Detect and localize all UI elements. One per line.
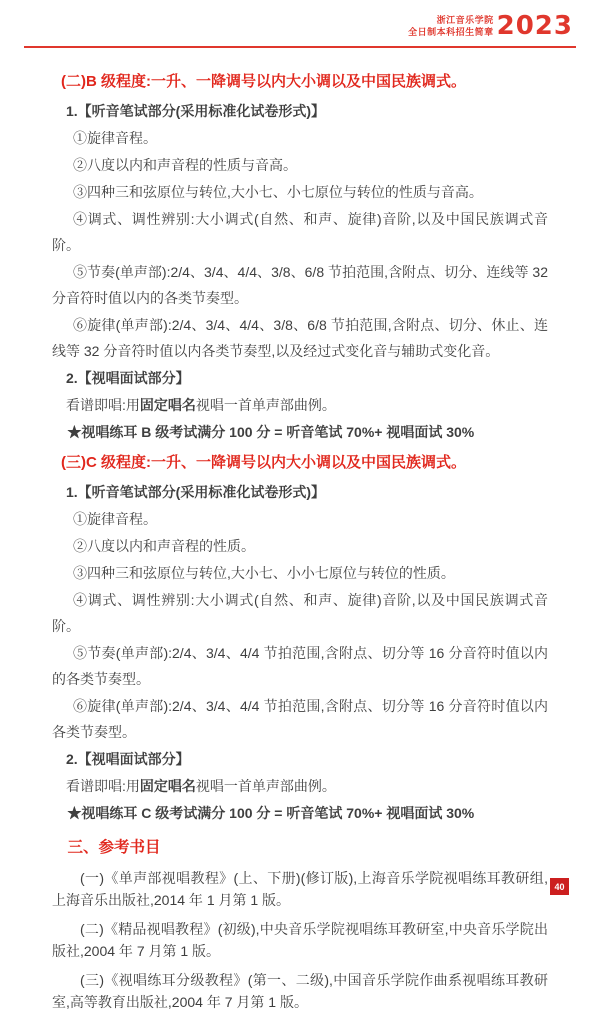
school-name: 浙江音乐学院 bbox=[436, 15, 494, 25]
sight-prefix: 看谱即唱:用 bbox=[66, 397, 140, 413]
list-item: ⑤节奏(单声部):2/4、3/4、4/4 节拍范围,含附点、切分等 16 分音符时值以内的各类节奏型。 bbox=[52, 645, 548, 687]
list-item: ①旋律音程。 bbox=[73, 130, 157, 146]
page-header bbox=[408, 13, 573, 39]
list-item: ②八度以内和声音程的性质与音高。 bbox=[73, 157, 297, 173]
section-b-written-title: 1.【听音笔试部分(采用标准化试卷形式)】 bbox=[66, 103, 325, 119]
references-heading: 三、参考书目 bbox=[67, 839, 161, 856]
list-item: ②八度以内和声音程的性质。 bbox=[73, 538, 255, 554]
header-text bbox=[408, 14, 494, 38]
sight-suffix: 视唱一首单声部曲例。 bbox=[195, 397, 336, 413]
list-item: ③四种三和弦原位与转位,大小七、小七原位与转位的性质与音高。 bbox=[73, 184, 483, 200]
section-b-sight-singing bbox=[52, 392, 548, 418]
reference-item: (三)《视唱练耳分级教程》(第一、二级),中国音乐学院作曲系视唱练耳教研室,高等教育出版社,2004 年 7 月第 1 版。 bbox=[52, 972, 548, 1010]
list-item: ④调式、调性辨别:大小调式(自然、和声、旋律)音阶,以及中国民族调式音阶。 bbox=[52, 211, 548, 253]
list-item: ⑥旋律(单声部):2/4、3/4、4/4 节拍范围,含附点、切分等 16 分音符时值以内各类节奏型。 bbox=[52, 698, 548, 740]
section-c-heading: (三)C 级程度:一升、一降调号以内大小调以及中国民族调式。 bbox=[61, 454, 466, 471]
section-c-score-formula: ★视唱练耳 C 级考试满分 100 分 = 听音笔试 70%+ 视唱面试 30% bbox=[67, 805, 475, 821]
page-number-badge: 40 bbox=[550, 878, 569, 895]
sight-bold-term: 固定唱名 bbox=[139, 397, 196, 413]
document-subtitle: 全日制本科招生简章 bbox=[408, 27, 494, 37]
document-body bbox=[52, 64, 548, 1020]
sight-bold-term: 固定唱名 bbox=[139, 778, 196, 794]
year-label: 2023 bbox=[496, 11, 573, 41]
list-item: ⑤节奏(单声部):2/4、3/4、4/4、3/8、6/8 节拍范围,含附点、切分、连线等 32 分音符时值以内的各类节奏型。 bbox=[52, 264, 548, 306]
section-c-written-title: 1.【听音笔试部分(采用标准化试卷形式)】 bbox=[66, 484, 325, 500]
reference-item: (二)《精品视唱教程》(初级),中央音乐学院视唱练耳教研室,中央音乐学院出版社,2004 年 7 月第 1 版。 bbox=[52, 921, 548, 959]
sight-prefix: 看谱即唱:用 bbox=[66, 778, 140, 794]
list-item: ⑥旋律(单声部):2/4、3/4、4/4、3/8、6/8 节拍范围,含附点、切分、休止、连线等 32 分音符时值以内各类节奏型,以及经过式变化音与辅助式变化音。 bbox=[52, 317, 548, 359]
list-item: ①旋律音程。 bbox=[73, 511, 157, 527]
sight-suffix: 视唱一首单声部曲例。 bbox=[195, 778, 336, 794]
section-b-score-formula: ★视唱练耳 B 级考试满分 100 分 = 听音笔试 70%+ 视唱面试 30% bbox=[67, 424, 475, 440]
section-b-heading: (二)B 级程度:一升、一降调号以内大小调以及中国民族调式。 bbox=[61, 73, 466, 90]
reference-item: (一)《单声部视唱教程》(上、下册)(修订版),上海音乐学院视唱练耳教研组,上海音乐出版社,2014 年 1 月第 1 版。 bbox=[52, 870, 548, 908]
header-rule bbox=[24, 46, 576, 48]
list-item: ④调式、调性辨别:大小调式(自然、和声、旋律)音阶,以及中国民族调式音阶。 bbox=[52, 592, 548, 634]
section-c-interview-title: 2.【视唱面试部分】 bbox=[66, 751, 190, 767]
section-c-sight-singing bbox=[52, 773, 548, 799]
section-b-interview-title: 2.【视唱面试部分】 bbox=[66, 370, 190, 386]
list-item: ③四种三和弦原位与转位,大小七、小小七原位与转位的性质。 bbox=[73, 565, 455, 581]
